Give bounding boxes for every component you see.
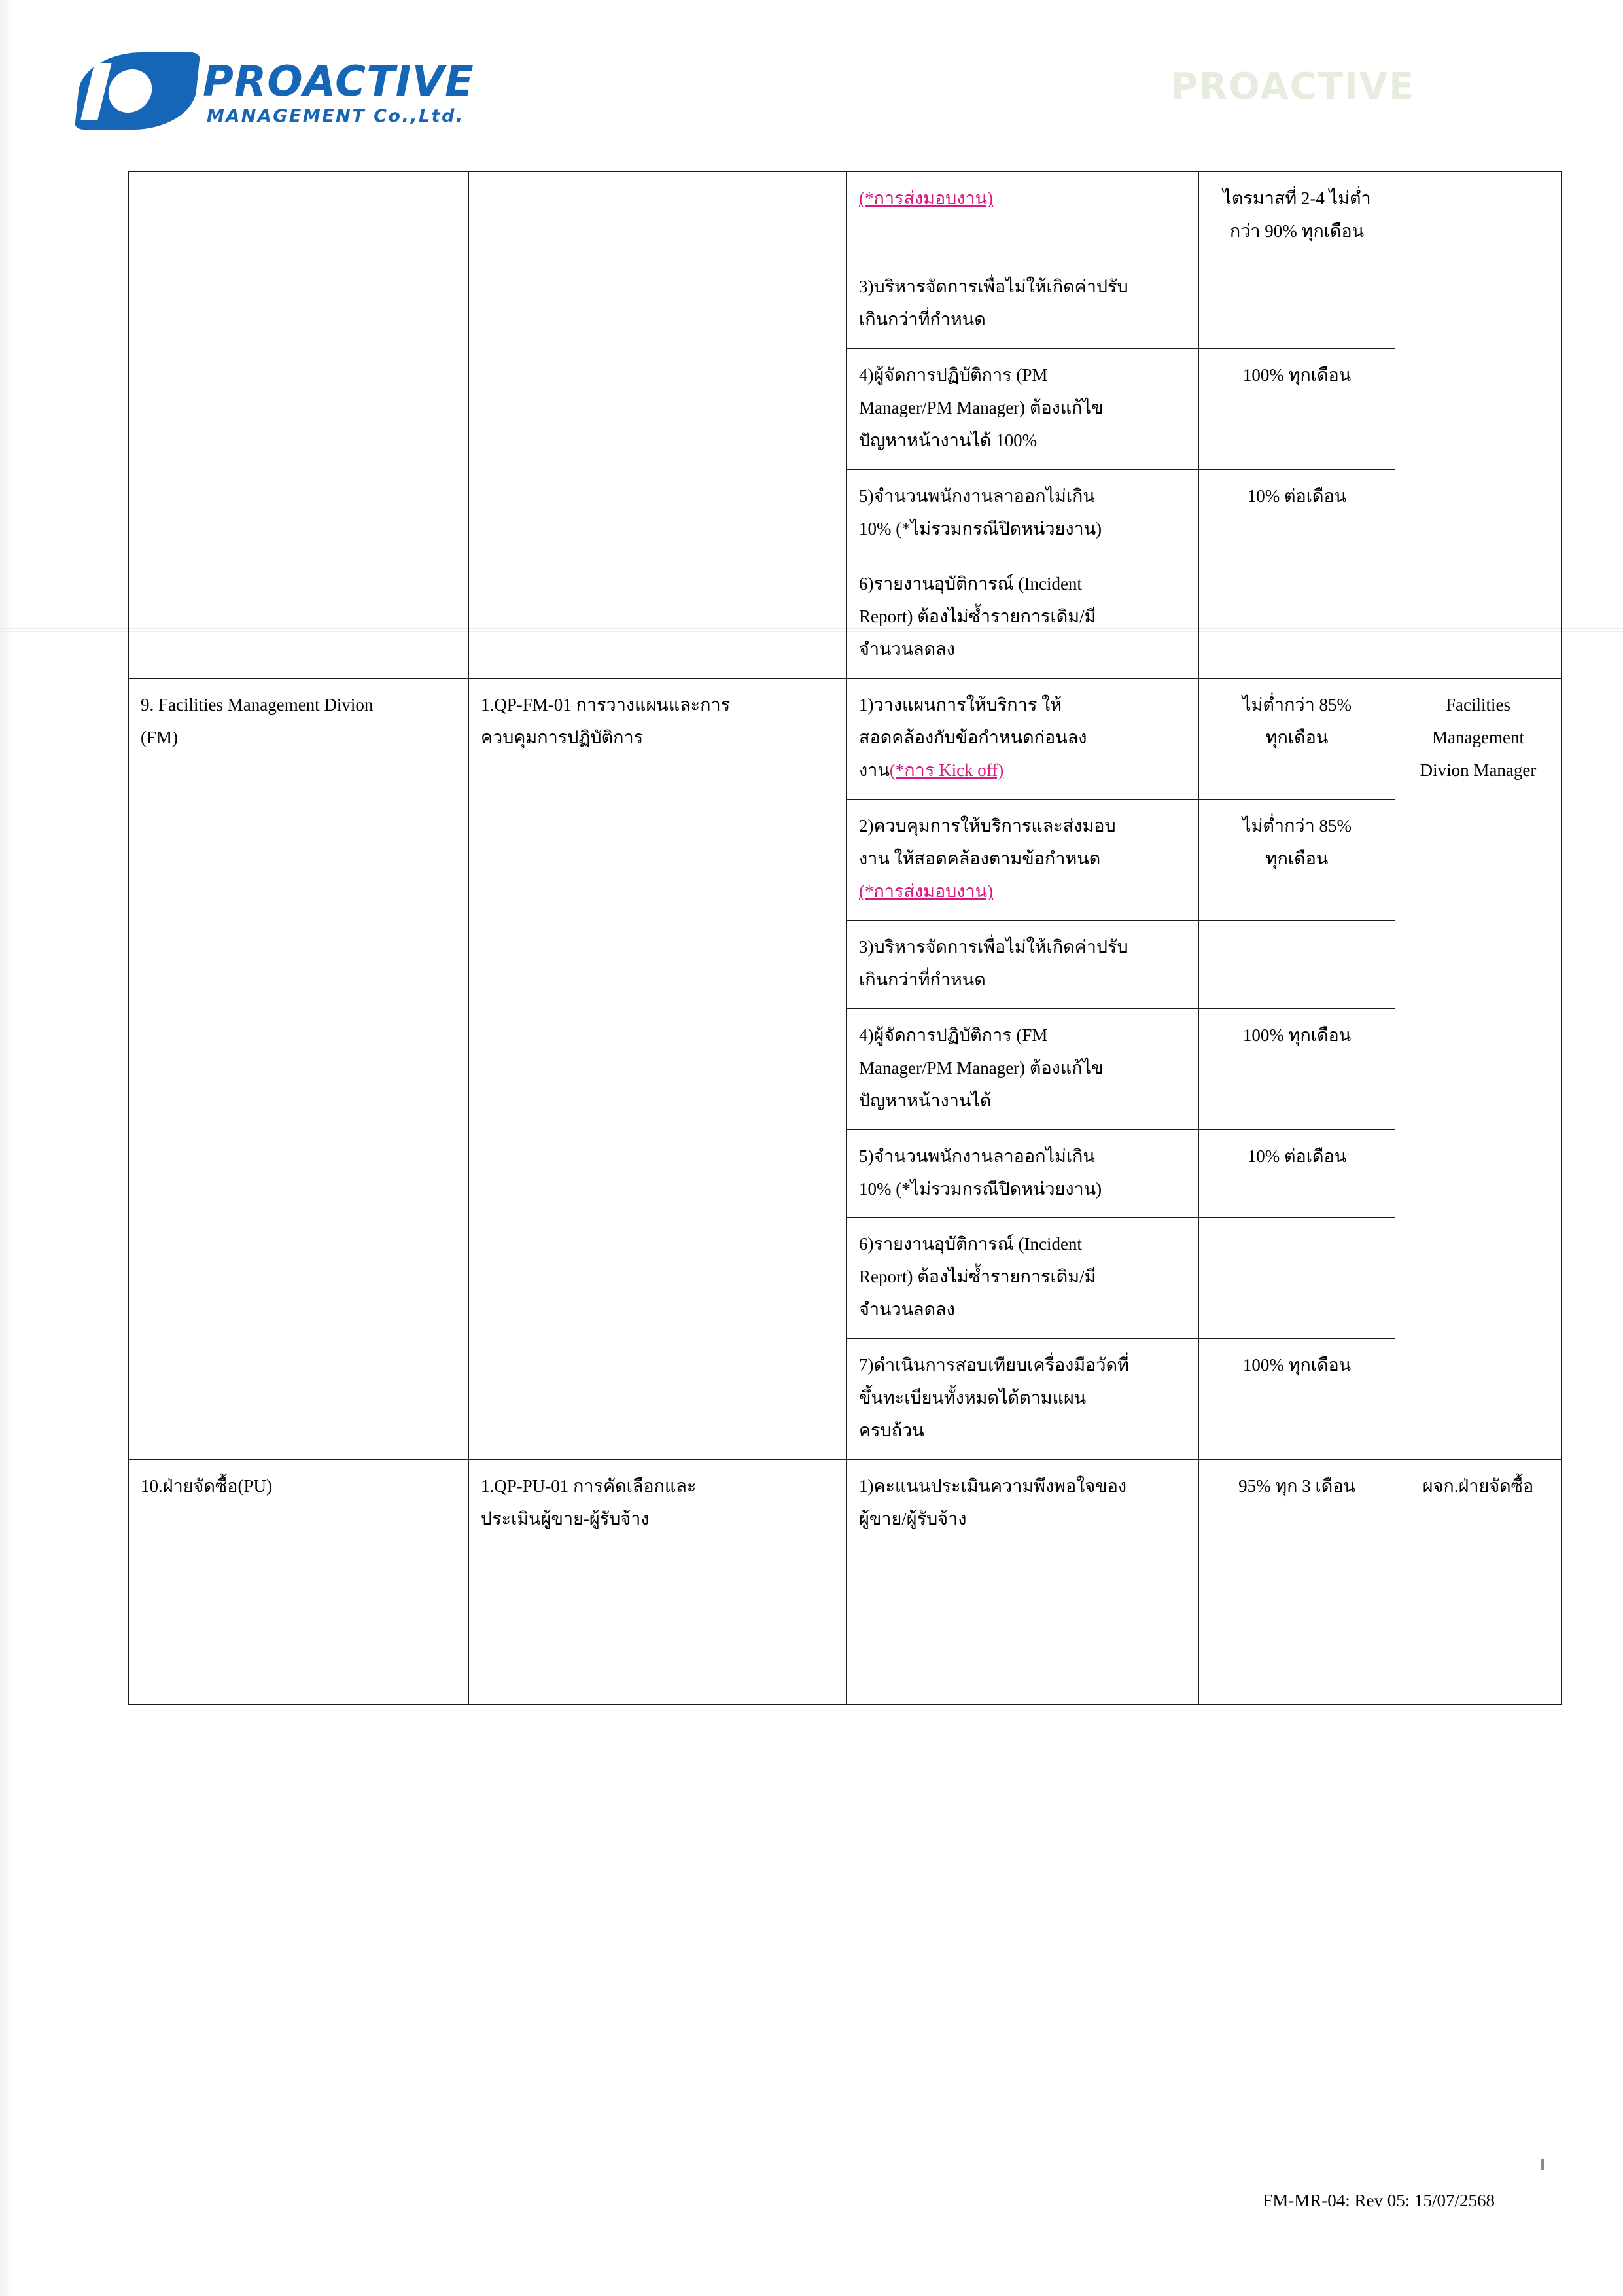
cell-target: 10% ต่อเดือน [1199, 1129, 1395, 1218]
cell-objective: 3)บริหารจัดการเพื่อไม่ให้เกิดค่าปรับ เกินกว่าที่กำหนด [847, 260, 1199, 348]
table-row [129, 172, 1562, 260]
cell-target [1199, 557, 1395, 679]
cell-objective: 2)ควบคุมการให้บริการและส่งมอบ งาน ให้สอดคล้องตามข้อกำหนด (*การส่งมอบงาน) [847, 800, 1199, 921]
objectives-table [128, 171, 1562, 1705]
page-corner-mark [1541, 2159, 1544, 2170]
cell-owner: Facilities Management Divion Manager [1395, 679, 1562, 1460]
table-row [129, 1460, 1562, 1705]
cell-owner [1395, 172, 1562, 679]
cell-objective: 5)จำนวนพนักงานลาออกไม่เกิน 10% (*ไม่รวมกรณีปิดหน่วยงาน) [847, 469, 1199, 557]
cell-objective: 1)คะแนนประเมินความพึงพอใจของ ผู้ขาย/ผู้รับจ้าง [847, 1460, 1199, 1705]
company-logo [79, 46, 484, 144]
cell-objective: (*การส่งมอบงาน) [847, 172, 1199, 260]
document-header [0, 26, 1623, 157]
cell-objective: 5)จำนวนพนักงานลาออกไม่เกิน 10% (*ไม่รวมกรณีปิดหน่วยงาน) [847, 1129, 1199, 1218]
cell-objective: 4)ผู้จัดการปฏิบัติการ (FM Manager/PM Manager) ต้องแก้ไข ปัญหาหน้างานได้ [847, 1008, 1199, 1129]
cell-target: 100% ทุกเดือน [1199, 1008, 1395, 1129]
page-edge-shadow [0, 0, 14, 2296]
cell-target [1199, 920, 1395, 1008]
watermark-logo: PROACTIVE [1171, 65, 1416, 108]
logo-subtitle: MANAGEMENT Co.,Ltd. [207, 106, 464, 126]
cell-objective: 4)ผู้จัดการปฏิบัติการ (PM Manager/PM Manager) ต้องแก้ไข ปัญหาหน้างานได้ 100% [847, 348, 1199, 469]
cell-department: 9. Facilities Management Divion (FM) [129, 679, 469, 1460]
logo-mark-icon [75, 52, 200, 130]
logo-title: PROACTIVE [203, 58, 474, 106]
cell-procedure: 1.QP-FM-01 การวางแผนและการ ควบคุมการปฏิบัติการ [469, 679, 847, 1460]
cell-target: ไตรมาสที่ 2-4 ไม่ต่ำ กว่า 90% ทุกเดือน [1199, 172, 1395, 260]
cell-owner: ผจก.ฝ่ายจัดซื้อ [1395, 1460, 1562, 1705]
cell-target [1199, 1218, 1395, 1339]
cell-target: ไม่ต่ำกว่า 85% ทุกเดือน [1199, 800, 1395, 921]
cell-target: 100% ทุกเดือน [1199, 1339, 1395, 1460]
cell-target: ไม่ต่ำกว่า 85% ทุกเดือน [1199, 679, 1395, 800]
cell-target [1199, 260, 1395, 348]
cell-target: 100% ทุกเดือน [1199, 348, 1395, 469]
cell-objective: 6)รายงานอุบัติการณ์ (Incident Report) ต้องไม่ซ้ำรายการเดิม/มี จำนวนลดลง [847, 1218, 1199, 1339]
document-footer-code: FM-MR-04: Rev 05: 15/07/2568 [1263, 2191, 1495, 2210]
cell-department [129, 172, 469, 679]
table-row [129, 679, 1562, 800]
cell-procedure [469, 172, 847, 679]
cell-target: 10% ต่อเดือน [1199, 469, 1395, 557]
cell-target: 95% ทุก 3 เดือน [1199, 1460, 1395, 1705]
cell-objective: 3)บริหารจัดการเพื่อไม่ให้เกิดค่าปรับ เกินกว่าที่กำหนด [847, 920, 1199, 1008]
cell-objective: 1)วางแผนการให้บริการ ให้ สอดคล้องกับข้อกำหนดก่อนลง งาน(*การ Kick off) [847, 679, 1199, 800]
cell-procedure: 1.QP-PU-01 การคัดเลือกและ ประเมินผู้ขาย-ผู้รับจ้าง [469, 1460, 847, 1705]
cell-objective: 7)ดำเนินการสอบเทียบเครื่องมือวัดที่ ขึ้นทะเบียนทั้งหมดได้ตามแผน ครบถ้วน [847, 1339, 1199, 1460]
cell-department: 10.ฝ่ายจัดซื้อ(PU) [129, 1460, 469, 1705]
cell-objective: 6)รายงานอุบัติการณ์ (Incident Report) ต้องไม่ซ้ำรายการเดิม/มี จำนวนลดลง [847, 557, 1199, 679]
